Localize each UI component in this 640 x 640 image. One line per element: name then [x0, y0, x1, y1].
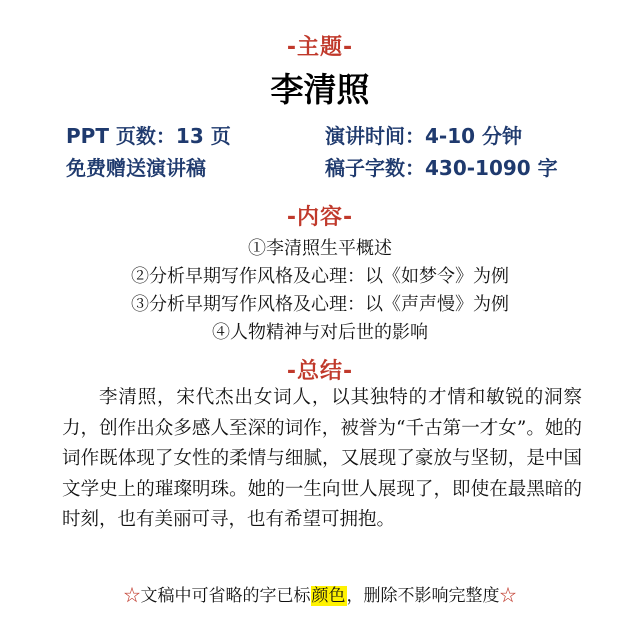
page-title: 李清照 [270, 70, 370, 109]
outline-item: ②分析早期写作风格及心理：以《如梦令》为例 [131, 266, 509, 287]
outline-item: ③分析早期写作风格及心理：以《声声慢》为例 [131, 294, 509, 315]
footer-note [0, 581, 640, 606]
content-heading: -内容- [286, 205, 354, 230]
highlighted-word: 颜色 [311, 586, 346, 606]
summary-paragraph: 李清照，宋代杰出女词人，以其独特的才情和敏锐的洞察力，创作出众多感人至深的词作，被誉为“千古第一才女”。她的词作既体现了女性的柔情与细腻，又展现了豪放与坚韧，是中国文学史上的璀璨明珠。她的一生向世人展现了，即使在最黑暗的时刻，也有美丽可寻，也有希望可拥抱。 [62, 387, 582, 530]
summary-heading: -总结- [286, 359, 354, 384]
star-icon: ☆ [499, 586, 517, 606]
outline-item: ④人物精神与对后世的影响 [212, 322, 428, 343]
free-gift-label: 免费赠送演讲稿 [66, 156, 206, 180]
outline-item: ①李清照生平概述 [248, 238, 392, 259]
footer-text-before: 文稿中可省略的字已标 [140, 586, 311, 606]
meta-row-1 [0, 120, 640, 150]
topic-heading: -主题- [286, 35, 354, 60]
word-count-label: 稿子字数：430-1090 字 [325, 156, 558, 180]
star-icon: ☆ [123, 586, 141, 606]
ppt-pages-label: PPT 页数：13 页 [66, 124, 231, 148]
speech-time-label: 演讲时间：4-10 分钟 [325, 124, 523, 148]
footer-text-after: ，删除不影响完整度 [346, 586, 500, 606]
meta-row-2 [0, 152, 640, 182]
